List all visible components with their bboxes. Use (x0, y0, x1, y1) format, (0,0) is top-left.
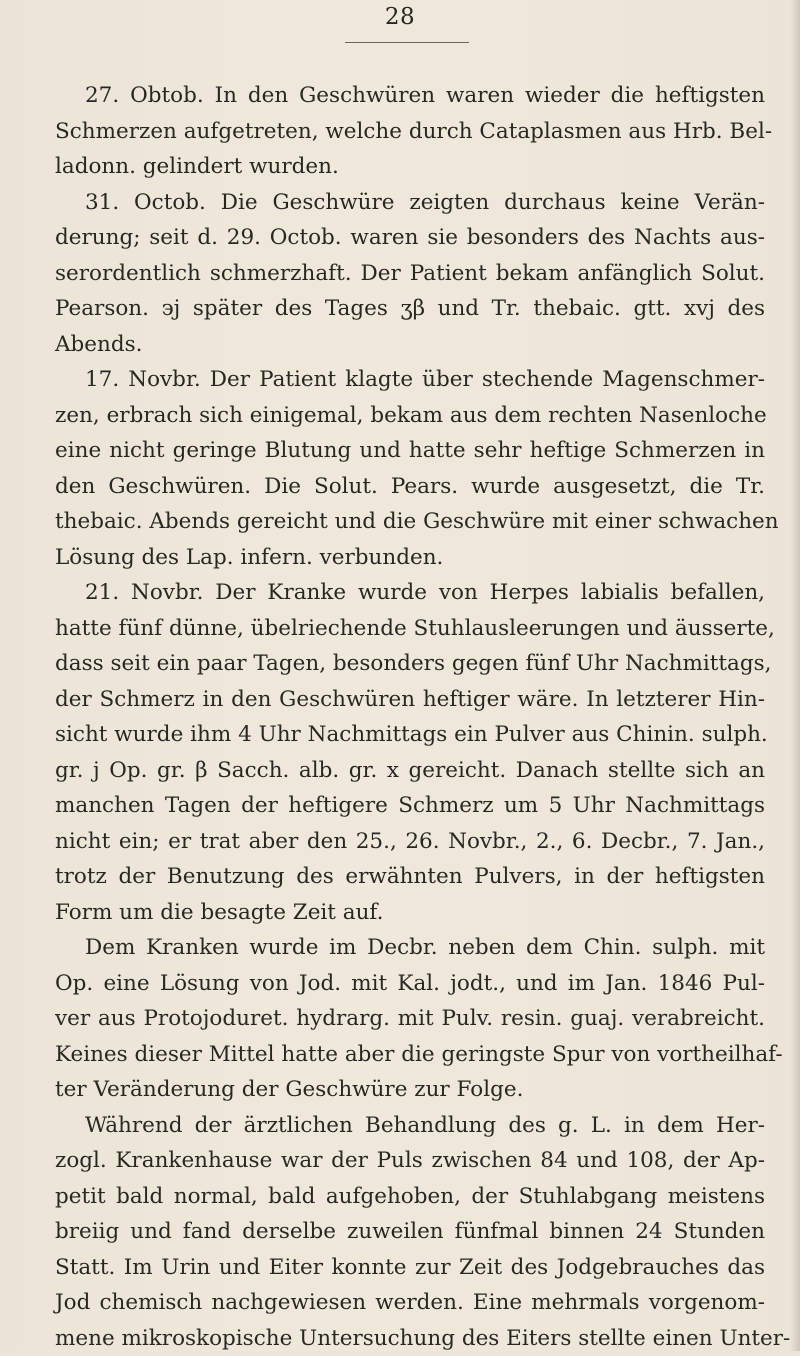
text-line: derung; seit d. 29. Octob. waren sie besonders des Nachts aus- (55, 220, 765, 256)
text-line: Lösung des Lap. infern. verbunden. (55, 540, 765, 576)
text-line: manchen Tagen der heftigere Schmerz um 5 Uhr Nachmittags (55, 788, 765, 824)
text-line: ladonn. gelindert wurden. (55, 149, 765, 185)
text-line: breiig und fand derselbe zuweilen fünfmal binnen 24 Stunden (55, 1214, 765, 1250)
text-line: dass seit ein paar Tagen, besonders gegen fünf Uhr Nachmittags, (55, 646, 765, 682)
text-line: Schmerzen aufgetreten, welche durch Cataplasmen aus Hrb. Bel- (55, 114, 765, 150)
body-text (55, 78, 765, 1356)
text-line: 27. Obtob. In den Geschwüren waren wieder die heftigsten (55, 78, 765, 114)
text-line: gr. j Op. gr. β Sacch. alb. gr. x gereicht. Danach stellte sich an (55, 753, 765, 789)
text-line: sicht wurde ihm 4 Uhr Nachmittags ein Pulver aus Chinin. sulph. (55, 717, 765, 753)
text-line: Form um die besagte Zeit auf. (55, 895, 765, 931)
text-line: hatte fünf dünne, übelriechende Stuhlausleerungen und äusserte, (55, 611, 765, 647)
text-line: thebaic. Abends gereicht und die Geschwüre mit einer schwachen (55, 504, 765, 540)
page-edge-shadow (790, 0, 800, 1351)
text-line: Statt. Im Urin und Eiter konnte zur Zeit des Jodgebrauches das (55, 1250, 765, 1286)
text-line: ter Veränderung der Geschwüre zur Folge. (55, 1072, 765, 1108)
text-line: 21. Novbr. Der Kranke wurde von Herpes labialis befallen, (55, 575, 765, 611)
text-line: 31. Octob. Die Geschwüre zeigten durchaus keine Verän- (55, 185, 765, 221)
text-line: Abends. (55, 327, 765, 363)
text-line: der Schmerz in den Geschwüren heftiger wäre. In letzterer Hin- (55, 682, 765, 718)
text-line: eine nicht geringe Blutung und hatte sehr heftige Schmerzen in (55, 433, 765, 469)
text-line: Pearson. ϶j später des Tages ʒβ und Tr. thebaic. gtt. xvj des (55, 291, 765, 327)
text-line: petit bald normal, bald aufgehoben, der Stuhlabgang meistens (55, 1179, 765, 1215)
text-line: serordentlich schmerzhaft. Der Patient bekam anfänglich Solut. (55, 256, 765, 292)
text-line: ver aus Protojoduret. hydrarg. mit Pulv. resin. guaj. verabreicht. (55, 1001, 765, 1037)
text-line: mene mikroskopische Untersuchung des Eiters stellte einen Unter- (55, 1321, 765, 1356)
text-line: Während der ärztlichen Behandlung des g. L. in dem Her- (55, 1108, 765, 1144)
text-line: trotz der Benutzung des erwähnten Pulvers, in der heftigsten (55, 859, 765, 895)
text-line: nicht ein; er trat aber den 25., 26. Novbr., 2., 6. Decbr., 7. Jan., (55, 824, 765, 860)
text-line: den Geschwüren. Die Solut. Pears. wurde ausgesetzt, die Tr. (55, 469, 765, 505)
text-line: zen, erbrach sich einigemal, bekam aus dem rechten Nasenloche (55, 398, 765, 434)
page-number: 28 (0, 2, 800, 32)
text-line: zogl. Krankenhause war der Puls zwischen 84 und 108, der Ap- (55, 1143, 765, 1179)
text-line: 17. Novbr. Der Patient klagte über stechende Magenschmer- (55, 362, 765, 398)
text-line: Dem Kranken wurde im Decbr. neben dem Chin. sulph. mit (55, 930, 765, 966)
header-rule (345, 42, 469, 43)
text-line: Keines dieser Mittel hatte aber die geringste Spur von vortheilhaf- (55, 1037, 765, 1073)
text-line: Op. eine Lösung von Jod. mit Kal. jodt., und im Jan. 1846 Pul- (55, 966, 765, 1002)
text-line: Jod chemisch nachgewiesen werden. Eine mehrmals vorgenom- (55, 1285, 765, 1321)
